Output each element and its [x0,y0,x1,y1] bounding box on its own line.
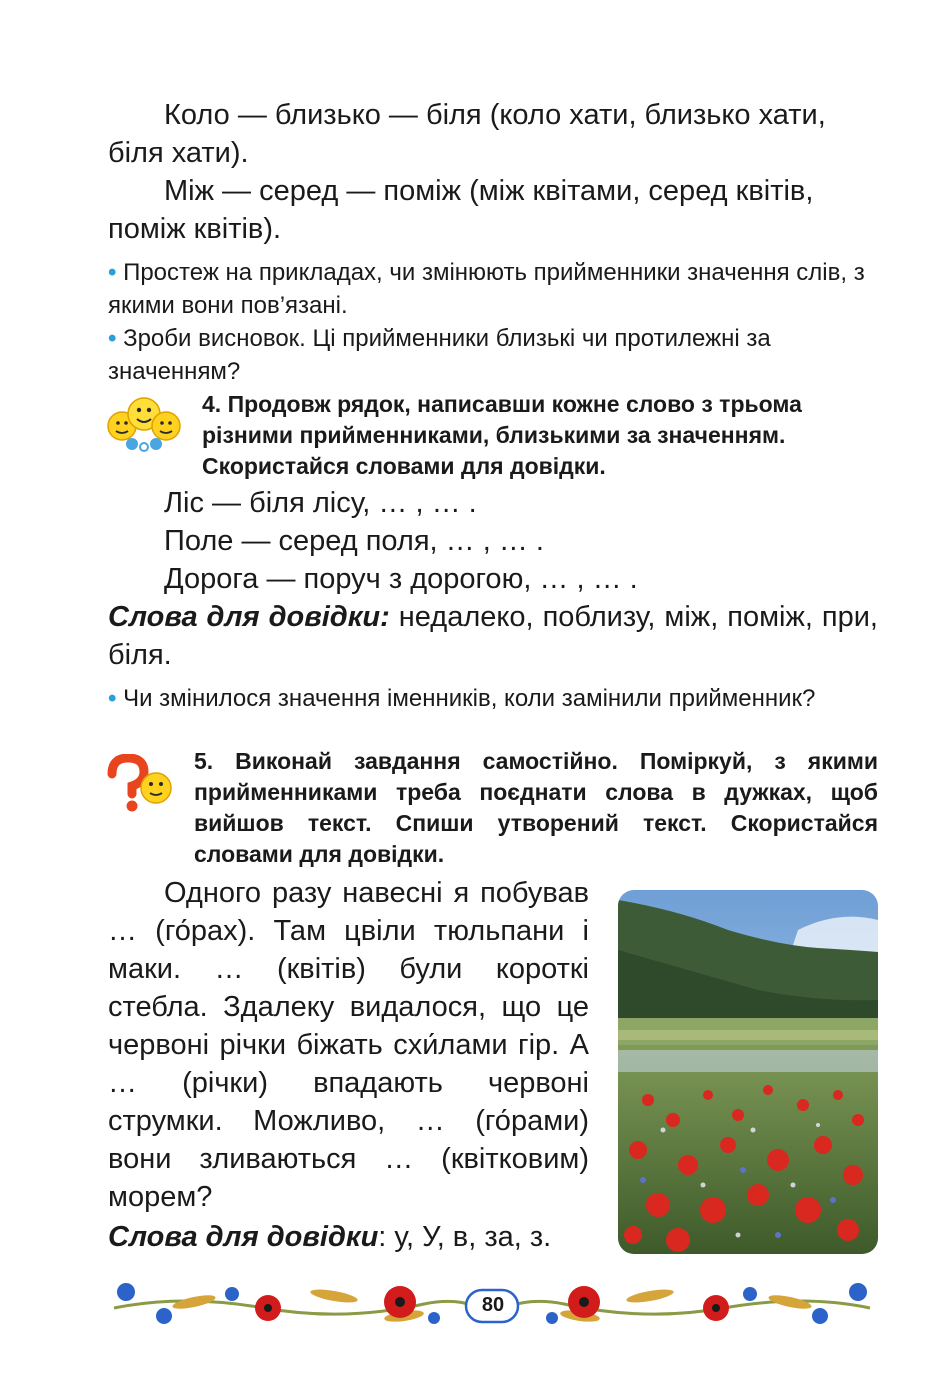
exercise-line-1: Ліс — біля лісу, … , … . [164,487,477,519]
story-text: Одного разу навесні я побував … (го́рах). Там цвіли тюльпани і маки. … (квітів) були короткі стебла. Здалеку видалося, що це червоні річки біжать схи́лами гір. А … (річки) впадають червоні струмки. Можливо, … (го́рами) вони зливаються … (квітковим) морем? [108,877,589,1213]
question-text: Чи змінилося значення іменників, коли замінили прийменник? [123,685,816,712]
question-bullet-1 [108,256,878,322]
paragraph-kolo: Коло — близько — біля (коло хати, близько хати, біля хати). [108,99,826,169]
bullet-icon: • [108,259,117,286]
bullet-icon: • [108,685,117,712]
smiley-group-icon [106,392,184,452]
question-text: Простеж на прикладах, чи змінюють прийменники значення слів, з якими вони пов’язані. [108,259,865,319]
bullet-icon: • [108,325,117,352]
reference-words: недалеко, поблизу, між, поміж, при, біля. [108,601,878,671]
question-bullet-3 [108,682,878,715]
reference-words: : у, У, в, за, з. [378,1221,552,1253]
task-5-instruction: 5. Виконай завдання самостійно. Поміркуй, з якими прийменниками треба поєднати слова в дужках, щоб вийшов текст. Спиши утворений текст. Скористайся словами для довідки. [194,748,878,867]
question-bullet-2 [108,322,878,388]
task-4-instruction: 4. Продовж рядок, написавши кожне слово з трьома різними прийменниками, близькими за значенням. Скористайся словами для довідки. [202,391,802,479]
reference-words-5 [108,1218,589,1256]
reference-words-4 [108,598,878,674]
exercise-line-3: Дорога — поруч з дорогою, … , … . [164,563,638,595]
question-text: Зроби висновок. Ці прийменники близькі чи протилежні за значенням? [108,325,771,385]
reference-label: Слова для довідки [108,1221,379,1253]
page-number: 80 [481,1294,505,1316]
paragraph-mizh: Між — серед — поміж (між квітами, серед квітів, поміж квітів). [108,175,814,245]
exercise-line-2: Поле — серед поля, … , … . [164,525,544,557]
poppy-meadow-photo [618,890,878,1254]
question-smiley-icon [106,754,174,814]
reference-label: Слова для довідки: [108,601,390,633]
